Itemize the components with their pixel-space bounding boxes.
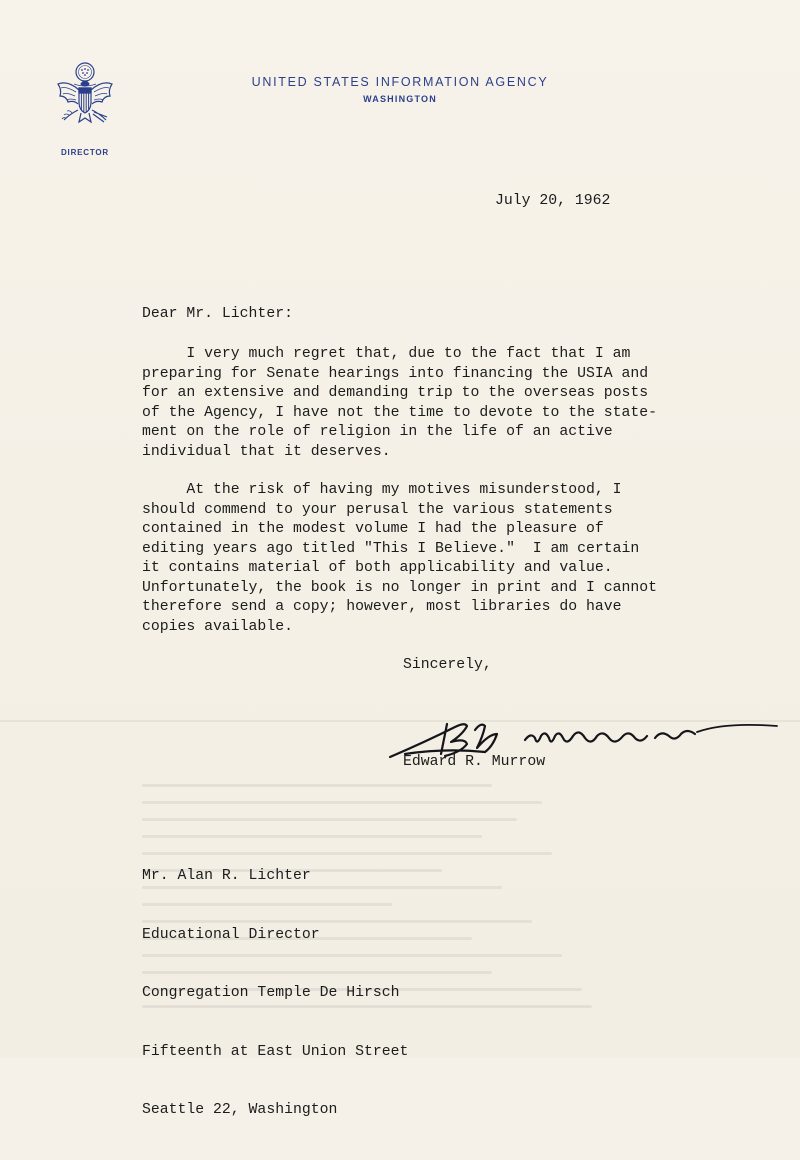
body-line: it contains material of both applicability and value. bbox=[142, 560, 613, 576]
signer-name: Edward R. Murrow bbox=[403, 754, 546, 770]
recipient-address bbox=[142, 828, 408, 1160]
body-line: therefore send a copy; however, most libraries do have bbox=[142, 599, 622, 615]
body-line: At the risk of having my motives misunderstood, I bbox=[142, 482, 622, 498]
body-line: of the Agency, I have not the time to devote to the state- bbox=[142, 404, 658, 421]
body-line: contained in the modest volume I had the pleasure of bbox=[142, 521, 604, 537]
agency-city: WASHINGTON bbox=[363, 94, 437, 104]
address-line: Fifteenth at East Union Street bbox=[142, 1043, 409, 1060]
address-line: Seattle 22, Washington bbox=[142, 1102, 338, 1118]
body-line: ment on the role of religion in the life of an active bbox=[142, 424, 613, 440]
salutation: Dear Mr. Lichter: bbox=[142, 306, 293, 322]
body-line: I very much regret that, due to the fact that I am bbox=[142, 346, 631, 362]
address-line: Congregation Temple De Hirsch bbox=[142, 985, 400, 1001]
office-label: DIRECTOR bbox=[60, 148, 110, 157]
great-seal-eagle-icon bbox=[52, 60, 118, 132]
body-line: preparing for Senate hearings into financing the USIA and bbox=[142, 365, 649, 382]
body-line: Unfortunately, the book is no longer in print and I cannot bbox=[142, 579, 658, 596]
address-line: Mr. Alan R. Lichter bbox=[142, 868, 311, 884]
closing: Sincerely, bbox=[403, 657, 492, 673]
body-paragraph-1 bbox=[142, 345, 657, 462]
body-line: copies available. bbox=[142, 618, 293, 635]
body-line: for an extensive and demanding trip to the overseas posts bbox=[142, 385, 649, 401]
body-line: individual that it deserves. bbox=[142, 443, 391, 460]
body-paragraph-2 bbox=[142, 481, 657, 637]
body-line: editing years ago titled "This I Believe." I am certain bbox=[142, 540, 640, 557]
letter-date: July 20, 1962 bbox=[495, 193, 611, 209]
agency-name: UNITED STATES INFORMATION AGENCY bbox=[251, 75, 549, 89]
body-line: should commend to your perusal the various statements bbox=[142, 501, 613, 518]
address-line: Educational Director bbox=[142, 926, 320, 943]
